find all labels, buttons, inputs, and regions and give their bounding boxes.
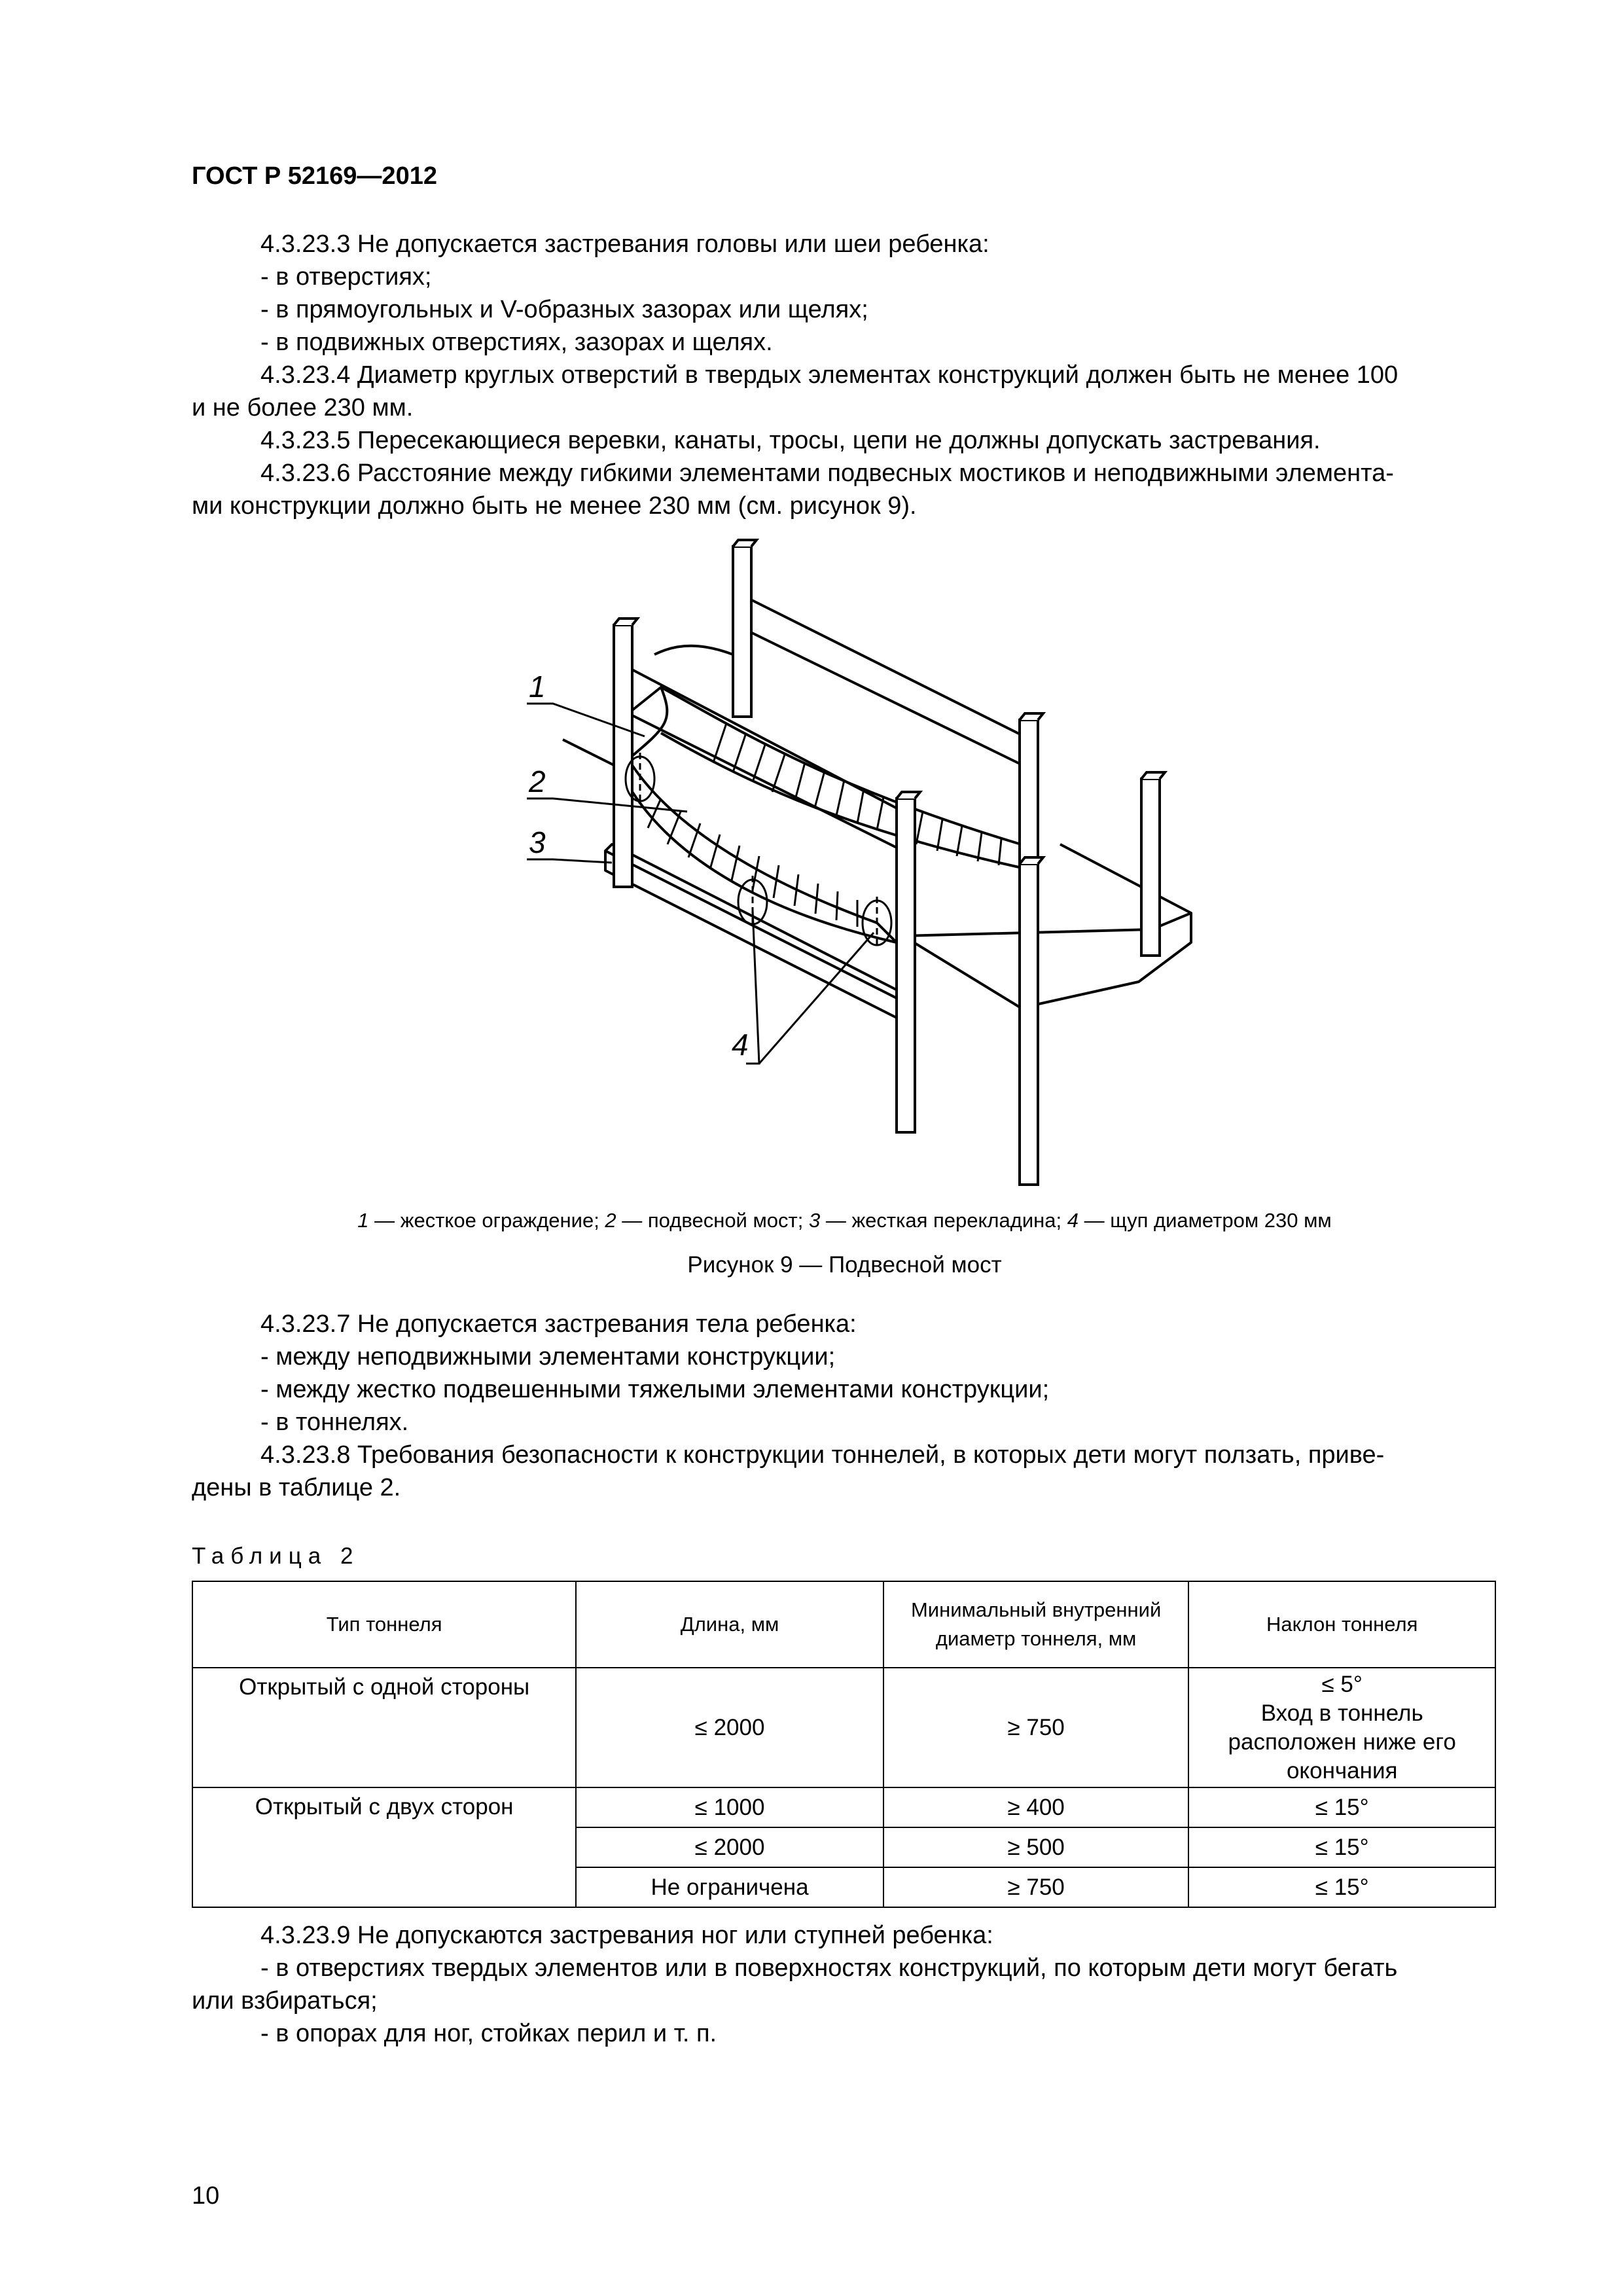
table-cell: ≤ 15°	[1188, 1787, 1495, 1827]
document-code: ГОСТ Р 52169—2012	[192, 162, 437, 190]
table-cell: ≤ 2000	[576, 1668, 883, 1787]
list-item: - в отверстиях;	[260, 263, 432, 291]
table-row	[192, 1787, 1495, 1827]
clause-4-3-23-5: 4.3.23.5 Пересекающиеся веревки, канаты, тросы, цепи не должны допускать застревания.	[260, 427, 1321, 454]
figure-legend: 1 — жесткое ограждение; 2 — подвесной мост; 3 — жесткая перекладина; 4 — щуп диаметром 230 мм	[357, 1209, 1332, 1232]
callout-4: 4	[732, 1028, 749, 1062]
table-label: Таблица 2	[192, 1543, 360, 1569]
slope-note: Вход в тоннель	[1260, 1700, 1423, 1726]
slope-note: окончания	[1286, 1757, 1398, 1784]
list-item: - в тоннелях.	[260, 1408, 409, 1436]
table-cell: ≥ 750	[883, 1668, 1189, 1787]
table-cell: ≥ 500	[883, 1827, 1189, 1867]
list-item: - в прямоугольных и V-образных зазорах или щелях;	[260, 296, 868, 323]
table-header-cell: Минимальный внутренний диаметр тоннеля, мм	[883, 1581, 1189, 1668]
clause-4-3-23-6-cont: ми конструкции должно быть не менее 230 мм (см. рисунок 9).	[192, 492, 917, 520]
suspension-bridge-figure	[366, 517, 1217, 1204]
list-item: - между неподвижными элементами конструкции;	[260, 1343, 836, 1371]
table-row	[192, 1668, 1495, 1787]
table-cell: ≤ 15°	[1188, 1827, 1495, 1867]
list-item: - в отверстиях твердых элементов или в поверхностях конструкций, по которым дети могут бегать	[260, 1954, 1398, 1982]
clause-4-3-23-8: 4.3.23.8 Требования безопасности к конструкции тоннелей, в которых дети могут ползать, приве-	[260, 1441, 1385, 1469]
table-header-cell: Тип тоннеля	[192, 1581, 576, 1668]
list-item-cont: или взбираться;	[192, 1987, 378, 2015]
list-item: - в опорах для ног, стойках перил и т. п.	[260, 2020, 717, 2047]
table-header-cell: Наклон тоннеля	[1188, 1581, 1495, 1668]
list-item: - в подвижных отверстиях, зазорах и щелях.	[260, 329, 773, 356]
table-cell: Открытый с одной стороны	[192, 1668, 576, 1787]
clause-4-3-23-8-cont: дены в таблице 2.	[192, 1474, 401, 1501]
list-item: - между жестко подвешенными тяжелыми элементами конструкции;	[260, 1376, 1050, 1403]
clause-4-3-23-9: 4.3.23.9 Не допускаются застревания ног или ступней ребенка:	[260, 1922, 993, 1949]
clause-4-3-23-4-cont: и не более 230 мм.	[192, 394, 414, 422]
clause-4-3-23-6: 4.3.23.6 Расстояние между гибкими элементами подвесных мостиков и неподвижными элемента-	[260, 459, 1394, 487]
slope-note: расположен ниже его	[1228, 1729, 1456, 1755]
figure-title: Рисунок 9 — Подвесной мост	[687, 1252, 1002, 1278]
page-number: 10	[192, 2182, 220, 2210]
callout-2: 2	[529, 764, 546, 798]
table-cell: ≤ 1000	[576, 1787, 883, 1827]
table-cell: Не ограничена	[576, 1867, 883, 1907]
slope-value: ≤ 5°	[1321, 1671, 1363, 1697]
clause-4-3-23-4: 4.3.23.4 Диаметр круглых отверстий в твердых элементах конструкций должен быть не менее 100	[260, 361, 1399, 389]
table-header-cell: Длина, мм	[576, 1581, 883, 1668]
tunnel-requirements-table	[192, 1581, 1496, 1908]
table-cell: Открытый с двух сторон	[192, 1787, 576, 1907]
table-cell	[1188, 1668, 1495, 1787]
table-cell: ≥ 400	[883, 1787, 1189, 1827]
table-cell: ≥ 750	[883, 1867, 1189, 1907]
table-cell: ≤ 2000	[576, 1827, 883, 1867]
table-cell: ≤ 15°	[1188, 1867, 1495, 1907]
callout-1: 1	[529, 670, 546, 704]
table-header-row	[192, 1581, 1495, 1668]
callout-3: 3	[529, 825, 546, 859]
clause-4-3-23-3: 4.3.23.3 Не допускается застревания головы или шеи ребенка:	[260, 230, 990, 258]
clause-4-3-23-7: 4.3.23.7 Не допускается застревания тела ребенка:	[260, 1310, 857, 1338]
